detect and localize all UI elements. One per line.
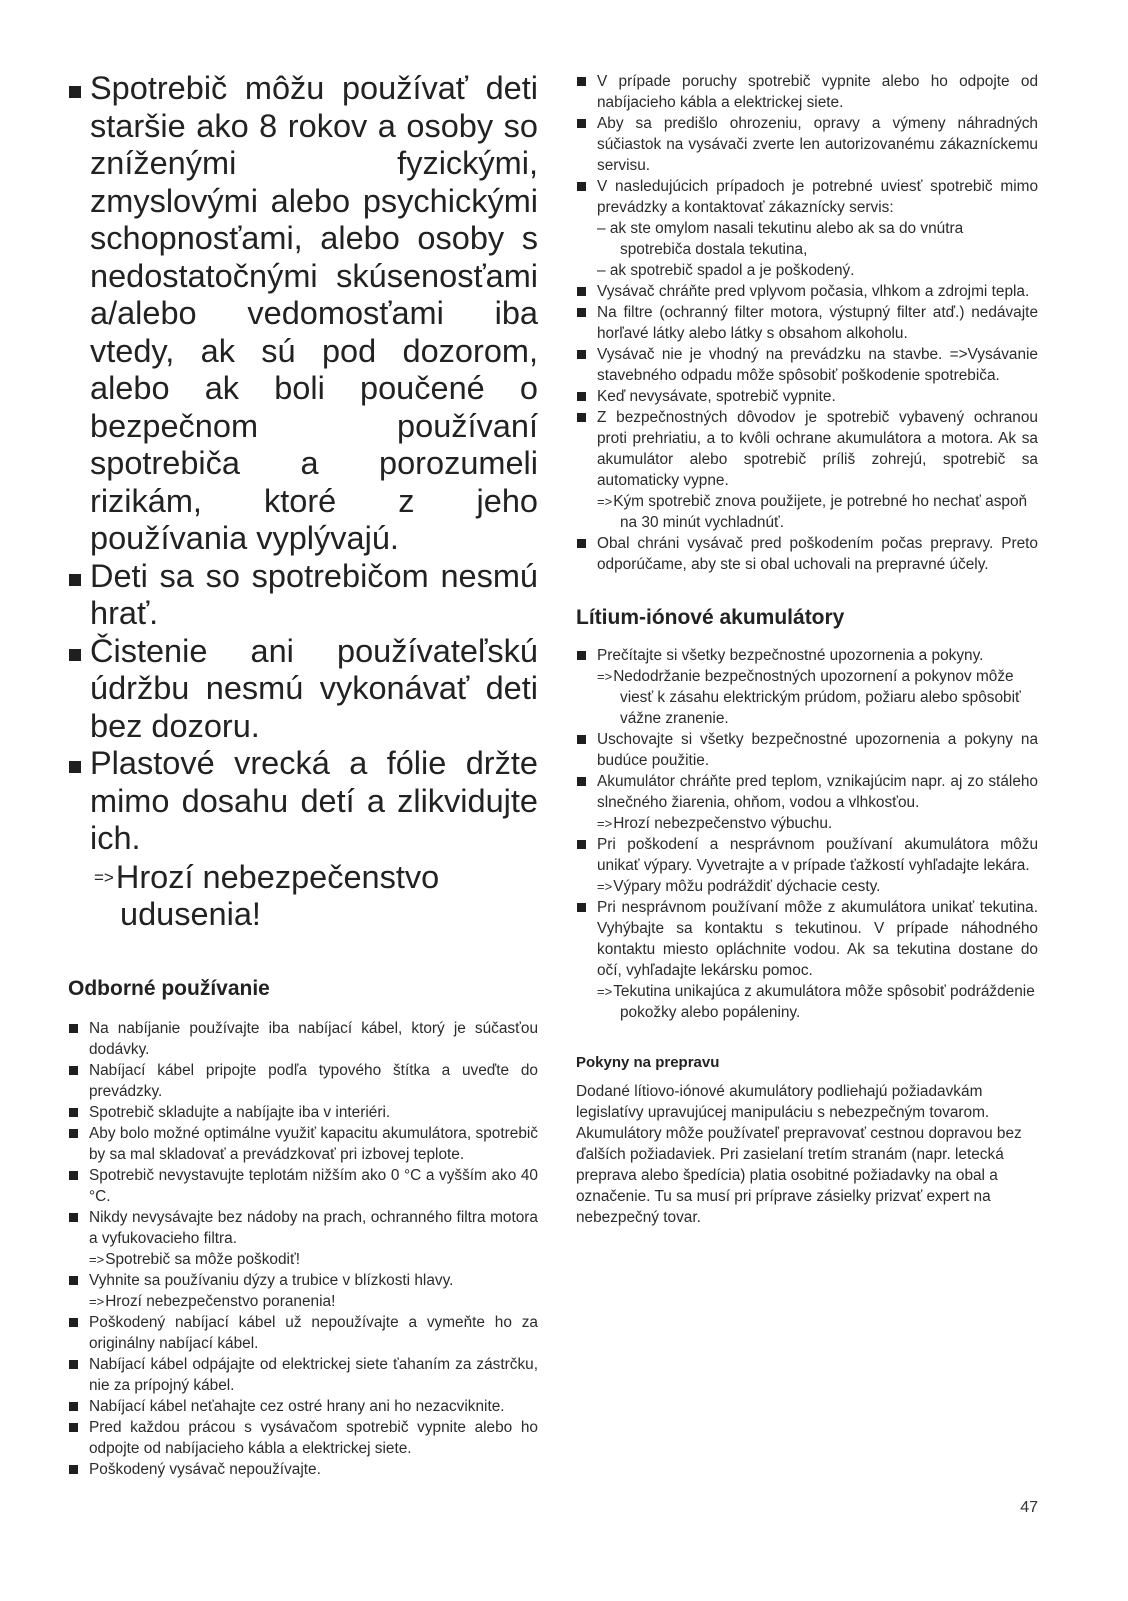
list-item-text: Na filtre (ochranný filter motora, výstupný filter atď.) nedávajte horľavé látky alebo látky s obsahom alkoholu. [597, 304, 1038, 342]
bullet-square-icon [577, 350, 586, 359]
list-item [68, 1459, 538, 1480]
bullet-square-icon [69, 574, 81, 586]
list-item [68, 1417, 538, 1459]
list-item [576, 407, 1038, 491]
list-item [576, 386, 1038, 407]
bullet-square-icon [69, 1423, 78, 1432]
bullet-square-icon [69, 1465, 78, 1474]
list-item [576, 176, 1038, 218]
list-item [576, 281, 1038, 302]
list-item-text: Aby sa predišlo ohrozeniu, opravy a výmeny náhradných súčiastok na vysávači zverte len autorizovanému zákazníckemu servisu. [597, 115, 1038, 174]
proper-use-list [68, 1018, 538, 1480]
result-arrow-icon: => [94, 867, 114, 887]
bullet-square-icon [69, 1213, 78, 1222]
result-arrow-icon: => [597, 669, 613, 684]
bullet-square-icon [69, 1360, 78, 1369]
list-item [576, 71, 1038, 113]
list-item-text: Keď nevysávate, spotrebič vypnite. [597, 388, 836, 405]
bullet-square-icon [577, 287, 586, 296]
list-item-text: Vyhnite sa používaniu dýzy a trubice v blízkosti hlavy. [89, 1271, 454, 1289]
result-text: Spotrebič sa môže poškodiť! [105, 1250, 301, 1268]
list-item-text: Uschovajte si všetky bezpečnostné upozornenia a pokyny na budúce použitie. [597, 731, 1038, 769]
list-item [68, 1354, 538, 1396]
list-item-text: Nabíjací kábel pripojte podľa typového štítka a uveďte do prevádzky. [89, 1061, 538, 1100]
list-item [576, 834, 1038, 876]
list-item: Plastové vrecká a fólie držte mimo dosahu detí a zlikvidujte ich. [68, 745, 538, 858]
list-item [576, 113, 1038, 176]
list-item-text: Pri poškodení a nesprávnom používaní akumulátora môžu unikať výpary. Vyvetrajte a v prípade ťažkostí vyhľadajte lekára. [597, 836, 1038, 874]
list-item [576, 302, 1038, 344]
list-item-text: Nikdy nevysávajte bez nádoby na prach, ochranného filtra motora a vyfukovacieho filtra. [89, 1208, 538, 1247]
battery-safety-list [576, 645, 1038, 1023]
list-item [576, 344, 1038, 386]
list-item: Deti sa so spotrebičom nesmú hrať. [68, 558, 538, 633]
bullet-square-icon [69, 1129, 78, 1138]
list-item [68, 1102, 538, 1123]
result-arrow-icon: => [89, 1251, 105, 1267]
bullet-square-icon [577, 840, 586, 849]
result-arrow-icon: => [597, 494, 613, 509]
bullet-square-icon [69, 1066, 78, 1075]
result-arrow-icon: => [89, 1293, 105, 1309]
list-item-text: Pred každou prácou s vysávačom spotrebič vypnite alebo ho odpojte od nabíjacieho kábla a elektrickej siete. [89, 1418, 538, 1457]
result-arrow-icon: => [597, 984, 613, 999]
transport-paragraph: Dodané lítiovo-iónové akumulátory podliehajú požiadavkám legislatívy upravujúcej manipuláciu s nebezpečným tovarom. Akumulátory môže používateľ prepravovať cestnou dopravou bez ďalších požiadaviek. Pri zasielaní tretím stranám (napr. letecká preprava alebo špedícia) platia osobitné požiadavky na obal a označenie. Tu sa musí pri príprave zásielky prizvať expert na nebezpečný tovar. [576, 1083, 1022, 1226]
bullet-square-icon [69, 1024, 78, 1033]
bullet-square-icon [69, 1171, 78, 1180]
list-item: Spotrebič môžu používať deti staršie ako 8 rokov a osoby so zníženými fyzickými, zmyslovými alebo psychickými schopnosťami, alebo osoby s nedostatočnými skúsenosťami a/alebo vedomosťami iba vtedy, ak sú pod dozorom, alebo ak boli poučené o bezpečnom používaní spotrebiča a porozumeli rizikám, ktoré z jeho používania vyplývajú. [68, 70, 538, 558]
list-item-text: Aby bolo možné optimálne využiť kapacitu akumulátora, spotrebič by sa mal skladovať a prevádzkovať pri izbovej teplote. [89, 1124, 538, 1163]
bullet-square-icon [577, 182, 586, 191]
bullet-square-icon [577, 539, 586, 548]
bullet-square-icon [577, 651, 586, 660]
list-item-text: Obal chráni vysávač pred poškodením počas prepravy. Preto odporúčame, aby ste si obal uchovali na prepravné účely. [597, 535, 1038, 573]
list-item [576, 729, 1038, 771]
list-item-text: Vysávač nie je vhodný na prevádzku na stavbe. =>Vysávanie stavebného odpadu môže spôsobiť poškodenie spotrebiča. [597, 346, 1038, 384]
list-item [576, 645, 1038, 666]
result-text: Výpary môžu podráždiť dýchacie cesty. [613, 878, 881, 895]
result-note [68, 1291, 538, 1312]
result-text: Hrozí nebezpečenstvo výbuchu. [613, 815, 833, 832]
bullet-square-icon [577, 308, 586, 317]
list-item [68, 1396, 538, 1417]
list-item: Čistenie ani používateľskú údržbu nesmú vykonávať deti bez dozoru. [68, 633, 538, 746]
bullet-square-icon [577, 119, 586, 128]
sub-item: – ak spotrebič spadol a je poškodený. [597, 262, 855, 279]
list-item-text: Nabíjací kábel odpájajte od elektrickej siete ťahaním za zástrčku, nie za prípojný kábel. [89, 1355, 538, 1394]
result-note [576, 876, 1038, 897]
suffocation-warning: =>Hrozí nebezpečenstvo udusenia! [94, 858, 440, 932]
list-item-text: Poškodený nabíjací kábel už nepoužívajte a vymeňte ho za originálny nabíjací kábel. [89, 1313, 538, 1352]
list-item-text: Spotrebič nevystavujte teplotám nižším ako 0 °C a vyšším ako 40 °C. [89, 1166, 538, 1205]
sub-item: – ak ste omylom nasali tekutinu alebo ak sa do vnútra spotrebiča dostala tekutina, [597, 220, 964, 258]
bullet-square-icon [577, 413, 586, 422]
bullet-square-icon [577, 777, 586, 786]
list-item-text: V nasledujúcich prípadoch je potrebné uviesť spotrebič mimo prevádzky a kontaktovať zákaznícky servis: [597, 178, 1038, 216]
list-item [68, 1165, 538, 1207]
result-arrow-icon: => [597, 816, 613, 831]
list-item-text: Pri nesprávnom používaní môže z akumulátora unikať tekutina. Vyhýbajte sa kontaktu s tekutinou. V prípade náhodného kontaktu miesto opláchnite vodou. Ak sa tekutina dostane do očí, vyhľadajte lekársku pomoc. [597, 899, 1038, 979]
result-note [576, 981, 1038, 1023]
bullet-square-icon [577, 735, 586, 744]
section-title-proper-use: Odborné používanie [68, 976, 270, 1000]
result-text: Tekutina unikajúca z akumulátora môže spôsobiť podráždenie pokožky alebo popáleniny. [613, 983, 1035, 1021]
bullet-square-icon [69, 761, 81, 773]
bullet-square-icon [577, 392, 586, 401]
result-text: Hrozí nebezpečenstvo poranenia! [105, 1292, 336, 1310]
list-item [576, 897, 1038, 981]
child-safety-list [68, 70, 538, 858]
bullet-square-icon [69, 1276, 78, 1285]
result-note [576, 666, 1038, 729]
list-item-text: Poškodený vysávač nepoužívajte. [89, 1460, 321, 1478]
result-note [68, 1249, 538, 1270]
list-item-text: Z bezpečnostných dôvodov je spotrebič vybavený ochranou proti prehriatiu, a to kvôli ochrane akumulátora a motora. Ak sa akumulátor alebo spotrebič príliš zohrejú, spotrebič sa automaticky vypne. [597, 409, 1038, 489]
list-item-text: Na nabíjanie používajte iba nabíjací kábel, ktorý je súčasťou dodávky. [89, 1019, 538, 1058]
bullet-square-icon [69, 1318, 78, 1327]
left-column [68, 70, 538, 1480]
transport-title: Pokyny na prepravu [576, 1054, 720, 1071]
bullet-square-icon [69, 649, 81, 661]
list-item-text: V prípade poruchy spotrebič vypnite alebo ho odpojte od nabíjacieho kábla a elektrickej siete. [597, 73, 1038, 111]
list-item [68, 1207, 538, 1249]
list-item [68, 1123, 538, 1165]
bullet-square-icon [69, 1402, 78, 1411]
list-item [576, 771, 1038, 813]
result-text: Nedodržanie bezpečnostných upozornení a pokynov môže viesť k zásahu elektrickým prúdom, požiaru alebo spôsobiť vážne zranenie. [613, 668, 1021, 727]
list-item [68, 1270, 538, 1291]
result-text: Kým spotrebič znova použijete, je potrebné ho nechať aspoň na 30 minút vychladnúť. [613, 493, 1028, 531]
list-item-text: Prečítajte si všetky bezpečnostné upozornenia a pokyny. [597, 647, 984, 664]
list-item-text: Akumulátor chráňte pred teplom, vznikajúcim napr. aj zo stáleho slnečného žiarenia, ohňom, vodou a vlhkosťou. [597, 773, 1038, 811]
list-item-text: Vysávač chráňte pred vplyvom počasia, vlhkom a zdrojmi tepla. [597, 283, 1030, 300]
section-title-li-ion-batteries: Lítium-iónové akumulátory [576, 606, 845, 629]
list-item [68, 1060, 538, 1102]
list-item [68, 1312, 538, 1354]
result-note [576, 491, 1038, 533]
list-item-text: Nabíjací kábel neťahajte cez ostré hrany ani ho nezacviknite. [89, 1397, 505, 1415]
result-arrow-icon: => [597, 879, 613, 894]
safety-list-continued [576, 71, 1038, 575]
list-item-text: Spotrebič skladujte a nabíjajte iba v interiéri. [89, 1103, 391, 1121]
bullet-square-icon [577, 77, 586, 86]
list-item [576, 533, 1038, 575]
result-note [576, 813, 1038, 834]
bullet-square-icon [69, 1108, 78, 1117]
list-item [68, 1018, 538, 1060]
page-number: 47 [1020, 1499, 1038, 1516]
bullet-square-icon [577, 903, 586, 912]
bullet-square-icon [69, 86, 81, 98]
right-column [576, 71, 1038, 1228]
